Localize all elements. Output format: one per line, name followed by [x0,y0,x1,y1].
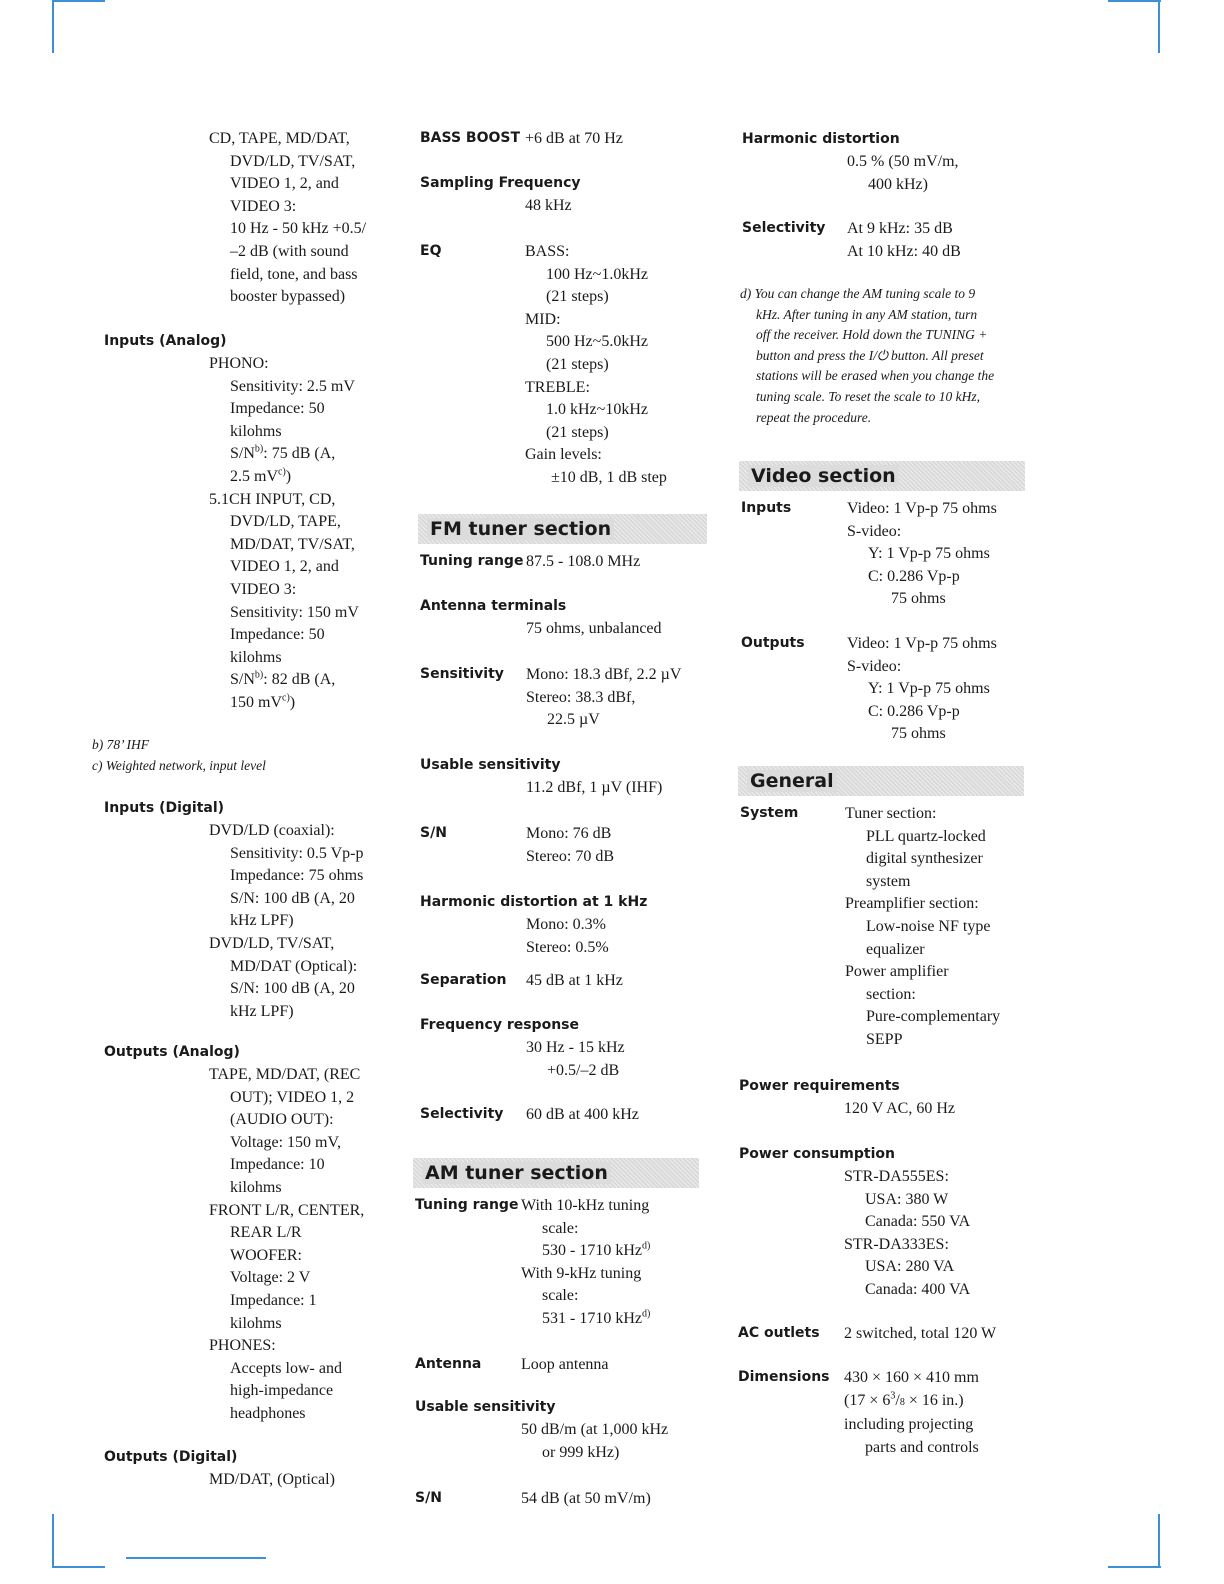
spec-line: VIDEO 3: [230,197,297,215]
fm-antenna-value: 75 ohms, unbalanced [526,620,662,637]
fm-separation-label: Separation [420,972,507,988]
spec-line: STR-DA555ES: [844,1168,949,1185]
spec-line: field, tone, and bass [230,265,358,283]
spec-line: WOOFER: [230,1246,302,1264]
spec-line: C: 0.286 Vp-p [868,567,960,585]
spec-line: 500 Hz~5.0kHz [546,333,648,351]
spec-line: Mono: 76 dB [526,825,612,842]
spec-line: 75 ohms [891,725,946,743]
footnote-c: c) Weighted network, input level [92,758,266,773]
spec-line: USA: 280 VA [865,1258,955,1276]
video-outputs-label: Outputs [741,635,805,651]
spec-line: USA: 380 W [865,1190,949,1208]
general-section-header [738,766,1024,796]
spec-line: kilohms [230,1314,282,1332]
spec-line: OUT); VIDEO 1, 2 [230,1088,355,1106]
spec-line: Pure-complementary [866,1008,1001,1026]
spec-line: Y: 1 Vp-p 75 ohms [868,545,990,563]
am-tuner-section-title: AM tuner section [422,1162,611,1184]
spec-line: Video: 1 Vp-p 75 ohms [847,635,997,652]
inputs-digital-label: Inputs (Digital) [104,800,225,816]
spec-line: Canada: 550 VA [865,1213,971,1231]
crop-mark-bottom-right-v [1158,1514,1160,1568]
phono-impedance: Impedance: 50 [230,400,325,418]
spec-line: 100 Hz~1.0kHz [546,265,648,283]
spec-line: Tuner section: [845,805,937,822]
spec-line: Video: 1 Vp-p 75 ohms [847,500,997,517]
phono-title: PHONO: [209,355,269,372]
am-harmonic-distortion-values [847,151,959,196]
spec-line: VIDEO 1, 2, and [230,175,339,193]
spec-line: Mono: 18.3 dBf, 2.2 µV [526,666,682,683]
video-inputs-values [847,498,997,611]
bottom-rule [126,1557,266,1559]
inputs-analog-label: Inputs (Analog) [104,333,227,349]
spec-line: CD, TAPE, MD/DAT, [209,130,350,147]
spec-line: kilohms [230,1178,282,1196]
phono-sensitivity: Sensitivity: 2.5 mV [230,377,355,395]
spec-line: section: [866,985,916,1003]
spec-line: FRONT L/R, CENTER, [209,1201,365,1219]
spec-line: system [866,872,911,890]
fm-antenna-label: Antenna terminals [420,598,567,614]
fm-tuning-range-value: 87.5 - 108.0 MHz [526,553,641,570]
dimensions-label: Dimensions [738,1369,830,1385]
spec-line: Impedance: 10 [230,1156,325,1174]
am-tuning-range-values [521,1195,650,1331]
crop-mark-bottom-right-h [1108,1566,1161,1568]
phono-impedance-unit: kilohms [230,422,282,440]
spec-line: Power amplifier [845,963,949,981]
am-sn-label: S/N [415,1490,442,1506]
system-values [845,803,1000,1052]
spec-line: DVD/LD, TV/SAT, [230,152,356,170]
am-harmonic-distortion-label: Harmonic distortion [742,131,900,147]
spec-line: DVD/LD (coaxial): [209,822,335,839]
am-tuner-section-header [413,1158,699,1188]
spec-line: –2 dB (with sound [230,242,349,260]
spec-line: S/N: 100 dB (A, 20 [230,889,355,907]
am-selectivity-label: Selectivity [742,220,826,236]
outputs-analog-values [209,1064,364,1426]
spec-line: (21 steps) [546,355,609,373]
sampling-frequency-label: Sampling Frequency [420,175,581,191]
spec-line: scale: [542,1287,579,1305]
footnote-line: button and press the I/⏻ button. All preset [756,347,984,363]
spec-line: Stereo: 70 dB [526,847,614,865]
spec-line: parts and controls [865,1438,979,1456]
spec-line: BASS: [525,243,570,260]
sampling-frequency-value: 48 kHz [525,197,572,214]
spec-line: Stereo: 0.5% [526,938,609,956]
spec-line: PLL quartz-locked [866,827,986,845]
video-section-header [739,461,1025,491]
spec-line: 530 - 1710 kHz$^{d)}$ [542,1240,651,1260]
spec-line: 430 × 160 × 410 mm [844,1369,979,1386]
bass-boost-value: +6 dB at 70 Hz [525,130,623,147]
spec-line: Stereo: 38.3 dBf, [526,688,636,706]
ch-input-line: VIDEO 1, 2, and [230,558,339,576]
am-tuning-range-label: Tuning range [415,1197,519,1213]
power-requirements-label: Power requirements [739,1078,900,1094]
am-antenna-label: Antenna [415,1356,482,1372]
footnote-line: d) You can change the AM tuning scale to 9 [740,286,976,301]
crop-mark-top-right-v [1158,0,1160,53]
footnote-line: kHz. After tuning in any AM station, turn [756,306,978,322]
crop-mark-bottom-left-v [52,1514,54,1568]
footnote-b: b) 78’ IHF [92,737,149,752]
footnote-line: repeat the procedure. [756,409,872,425]
spec-line: TREBLE: [525,378,590,396]
spec-line: Preamplifier section: [845,895,979,913]
power-consumption-values [844,1166,970,1302]
ch-input-line: MD/DAT, TV/SAT, [230,535,355,553]
inputs-digital-values [209,820,364,1023]
spec-line: 75 ohms [891,590,946,608]
spec-line: 30 Hz - 15 kHz [526,1039,625,1056]
fm-frequency-response-label: Frequency response [420,1017,579,1033]
spec-line: high-impedance [230,1382,334,1400]
fm-selectivity-label: Selectivity [420,1106,504,1122]
spec-line: S-video: [847,522,902,540]
spec-line: TAPE, MD/DAT, (REC [209,1066,361,1083]
am-sn-value: 54 dB (at 50 mV/m) [521,1490,651,1507]
spec-line: Gain levels: [525,446,602,464]
crop-mark-top-left-h [52,0,105,2]
spec-line: 400 kHz) [868,175,928,193]
spec-line: Mono: 0.3% [526,916,606,933]
spec-line: DVD/LD, TV/SAT, [209,934,335,952]
spec-line: S-video: [847,657,902,675]
fm-usable-sensitivity-label: Usable sensitivity [420,757,561,773]
ac-outlets-label: AC outlets [738,1325,820,1341]
am-usable-sensitivity-values [521,1419,668,1464]
footnote-line: stations will be erased when you change the [756,368,995,384]
inputs-analog-values [209,353,359,715]
spec-line: C: 0.286 Vp-p [868,702,960,720]
spec-line: SEPP [866,1030,903,1048]
inputs-analog-continued [209,128,366,309]
outputs-digital-label: Outputs (Digital) [104,1449,238,1465]
spec-line: ($17 \times 6^3/8 \times 16$ in.) [844,1390,964,1409]
ch-sn-level: 150 $mV^{c)}$) [230,692,296,711]
ch-sn: $S/N^{b)}$: 82 dB (A, [230,669,336,689]
outputs-analog-label: Outputs (Analog) [104,1044,240,1060]
fm-tuning-range-label: Tuning range [420,553,524,569]
spec-line: PHONES: [209,1337,276,1355]
fm-usable-sensitivity-value: 11.2 dBf, 1 µV (IHF) [526,779,663,796]
spec-line: With 10-kHz tuning [521,1197,650,1214]
fm-sensitivity-values [526,664,681,732]
spec-line: 22.5 µV [547,711,600,729]
spec-line: With 9-kHz tuning [521,1264,642,1282]
spec-line: At 9 kHz: 35 dB [847,220,953,237]
ch-sensitivity: Sensitivity: 150 mV [230,603,359,621]
phono-sn: $S/N^{b)}$: 75 dB (A, [230,444,336,463]
spec-line: kHz LPF) [230,912,294,930]
spec-line: (21 steps) [546,423,609,441]
dimensions-values [844,1367,979,1459]
spec-line: MID: [525,310,561,328]
ch-input-line: DVD/LD, TAPE, [230,513,341,531]
fm-separation-value: 45 dB at 1 kHz [526,972,623,989]
spec-line: Y: 1 Vp-p 75 ohms [868,680,990,698]
spec-line: 50 dB/m (at 1,000 kHz [521,1421,669,1438]
fm-sn-values [526,823,614,868]
spec-line: Sensitivity: 0.5 Vp-p [230,844,364,862]
fm-sensitivity-label: Sensitivity [420,666,504,682]
spec-line: digital synthesizer [866,850,983,868]
spec-line: Low-noise NF type [866,917,991,935]
bass-boost-label: BASS BOOST [420,130,521,146]
video-outputs-values [847,633,997,746]
fm-sn-label: S/N [420,825,447,841]
power-consumption-label: Power consumption [739,1146,895,1162]
spec-line: STR-DA333ES: [844,1235,949,1253]
spec-line: headphones [230,1404,306,1422]
am-antenna-value: Loop antenna [521,1356,609,1373]
eq-label: EQ [420,243,442,259]
ch-impedance-unit: kilohms [230,648,282,666]
spec-line: or 999 kHz) [542,1443,620,1461]
spec-line: Canada: 400 VA [865,1280,971,1298]
spec-line: (21 steps) [546,288,609,306]
spec-line: kHz LPF) [230,1002,294,1020]
spec-line: 1.0 kHz~10kHz [546,401,648,419]
footnote-line: off the receiver. Hold down the TUNING + [756,327,988,343]
spec-line: 531 - 1710 kHz$^{d)}$ [542,1308,651,1327]
fm-harmonic-distortion-label: Harmonic distortion at 1 kHz [420,894,648,910]
ch-impedance: Impedance: 50 [230,626,325,644]
spec-line: S/N: 100 dB (A, 20 [230,980,355,998]
spec-line: 0.5 % (50 mV/m, [847,153,959,170]
spec-line: Impedance: 75 ohms [230,867,364,885]
spec-line: Accepts low- and [230,1359,342,1377]
crop-mark-top-left-v [52,0,54,53]
video-section-title: Video section [748,465,899,487]
phono-sn-level: 2.5 $mV^{c)}$) [230,466,292,485]
video-inputs-label: Inputs [741,500,792,516]
outputs-digital-value: MD/DAT, (Optical) [209,1471,335,1488]
ch-input-line: VIDEO 3: [230,580,297,598]
footnote-d [740,284,994,428]
ch-input-line: 5.1CH INPUT, CD, [209,490,336,508]
spec-line: At 10 kHz: 40 dB [847,242,961,260]
ac-outlets-value: 2 switched, total 120 W [844,1325,997,1342]
crop-mark-bottom-left-h [52,1566,105,1568]
am-usable-sensitivity-label: Usable sensitivity [415,1399,556,1415]
spec-line: scale: [542,1219,579,1237]
spec-line: ±10 dB, 1 dB step [551,468,667,486]
fm-frequency-response-values [526,1037,625,1082]
spec-line: Impedance: 1 [230,1291,317,1309]
spec-line: equalizer [866,940,925,958]
general-section-title: General [747,770,837,792]
system-label: System [740,805,799,821]
fm-tuner-section-header [418,514,707,544]
spec-line: Voltage: 2 V [230,1269,311,1287]
spec-line: including projecting [844,1416,974,1434]
fm-selectivity-value: 60 dB at 400 kHz [526,1106,639,1123]
fm-harmonic-distortion-values [526,914,609,959]
eq-values [525,241,667,490]
am-selectivity-values [847,218,961,263]
spec-line: booster bypassed) [230,288,346,306]
spec-line: MD/DAT (Optical): [230,957,358,975]
crop-mark-top-right-h [1108,0,1161,2]
spec-line: (AUDIO OUT): [230,1111,334,1129]
fm-tuner-section-title: FM tuner section [427,518,614,540]
power-requirements-value: 120 V AC, 60 Hz [844,1100,955,1117]
spec-line: +0.5/–2 dB [547,1061,620,1079]
spec-line: Voltage: 150 mV, [230,1133,341,1151]
spec-line: REAR L/R [230,1224,302,1242]
spec-line: 10 Hz - 50 kHz +0.5/ [230,220,367,238]
footnote-line: tuning scale. To reset the scale to 10 kHz, [756,388,980,404]
